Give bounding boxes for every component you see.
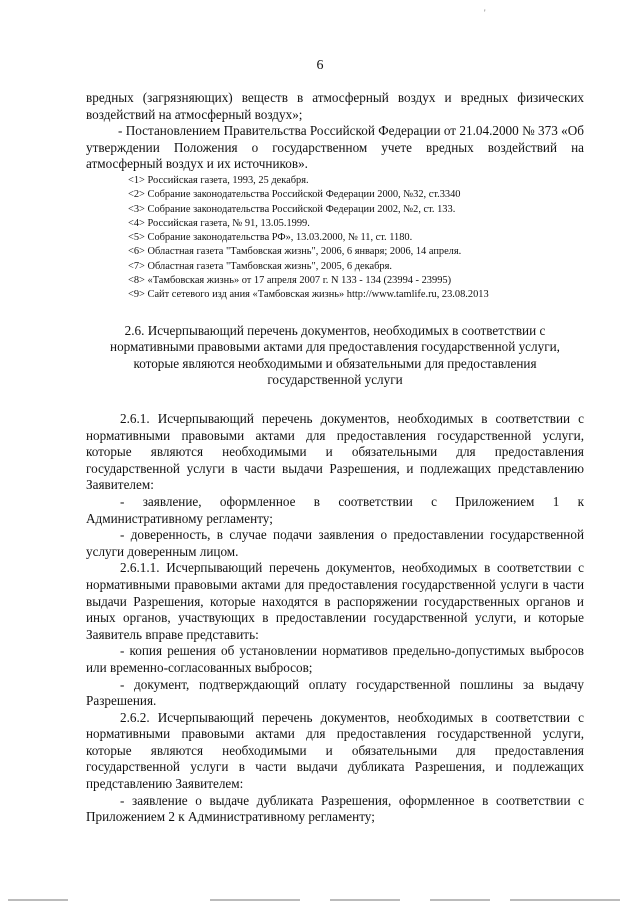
footnotes — [86, 174, 584, 303]
footnote-4: <4> Российская газета, № 91, 13.05.1999. — [128, 217, 310, 229]
footnote-3: <3> Собрание законодательства Российской Федерации 2002, №2, ст. 133. — [128, 203, 456, 215]
section-heading-2-6: 2.6. Исчерпывающий перечень документов, необходимых в соответствии с нормативными правовыми актами для предоставления государственной услуги, которые являются необходимыми и обязательными для предоставления государственной услуги — [110, 322, 560, 388]
page-body — [86, 90, 584, 826]
list-item: - копия решения об установлении нормативов предельно-допустимых выбросов или временно-согласованных выбросов; — [86, 643, 584, 675]
section-2-6-1: 2.6.1. Исчерпывающий перечень документов, необходимых в соответствии с нормативными правовыми актами для предоставления государственной услуги, которые являются необходимыми и обязательными для предоставления государственной услуги в части выдачи Разрешения, и подлежащих представлению Заявителем: — [86, 411, 584, 493]
scan-mark: ' — [484, 8, 486, 18]
paragraph-decree-373: - Постановлением Правительства Российской Федерации от 21.04.2000 № 373 «Об утверждении Положения о государственном учете вредных воздействий на атмосферный воздух и их источников». — [86, 123, 584, 172]
section-2-6-2: 2.6.2. Исчерпывающий перечень документов, необходимых в соответствии с нормативными правовыми актами для предоставления государственной услуги, которые являются необходимыми и обязательными для предоставления государственной услуги в части выдачи дубликата Разрешения, и подлежащих представлению Заявителем: — [86, 709, 584, 792]
footnote-5: <5> Собрание законодательства РФ», 13.03.2000, № 11, ст. 1180. — [128, 232, 413, 244]
footnote-9: <9> Сайт сетевого изд ания «Тамбовская жизнь» http://www.tamlife.ru, 23.08.2013 — [128, 289, 489, 301]
footnote-6: <6> Областная газета "Тамбовская жизнь", 2006, 6 января; 2006, 14 апреля. — [128, 246, 462, 258]
list-item: - заявление о выдаче дубликата Разрешения, оформленное в соответствии с Приложением 2 к Административному регламенту; — [86, 792, 584, 825]
list-item: - заявление, оформленное в соответствии с Приложением 1 к Административному регламенту; — [86, 493, 584, 526]
list-item: - документ, подтверждающий оплату государственной пошлины за выдачу Разрешения. — [86, 676, 584, 709]
paragraph-continuation: вредных (загрязняющих) веществ в атмосферный воздух и вредных физических воздействий на атмосферный воздух»; — [86, 90, 584, 122]
footnote-1: <1> Российская газета, 1993, 25 декабря. — [128, 174, 309, 186]
list-item: - доверенность, в случае подачи заявления о предоставлении государственной услуги доверенным лицом. — [86, 527, 584, 559]
footnote-7: <7> Областная газета "Тамбовская жизнь", 2005, 6 декабря. — [128, 260, 392, 272]
section-2-6-1-1: 2.6.1.1. Исчерпывающий перечень документов, необходимых в соответствии с нормативными правовыми актами для предоставления государственной услуги в части выдачи Разрешения, которые находятся в распоряжении государственных органов и иных органов, участвующих в предоставлении государственной услуги, и которые Заявитель вправе представить: — [86, 560, 584, 642]
footnote-2: <2> Собрание законодательства Российской Федерации 2000, №32, ст.3340 — [128, 189, 461, 201]
page-number: 6 — [316, 58, 324, 73]
footnote-8: <8> «Тамбовская жизнь» от 17 апреля 2007 г. N 133 - 134 (23994 - 23995) — [128, 275, 452, 287]
scan-edge-artifact — [0, 899, 640, 903]
